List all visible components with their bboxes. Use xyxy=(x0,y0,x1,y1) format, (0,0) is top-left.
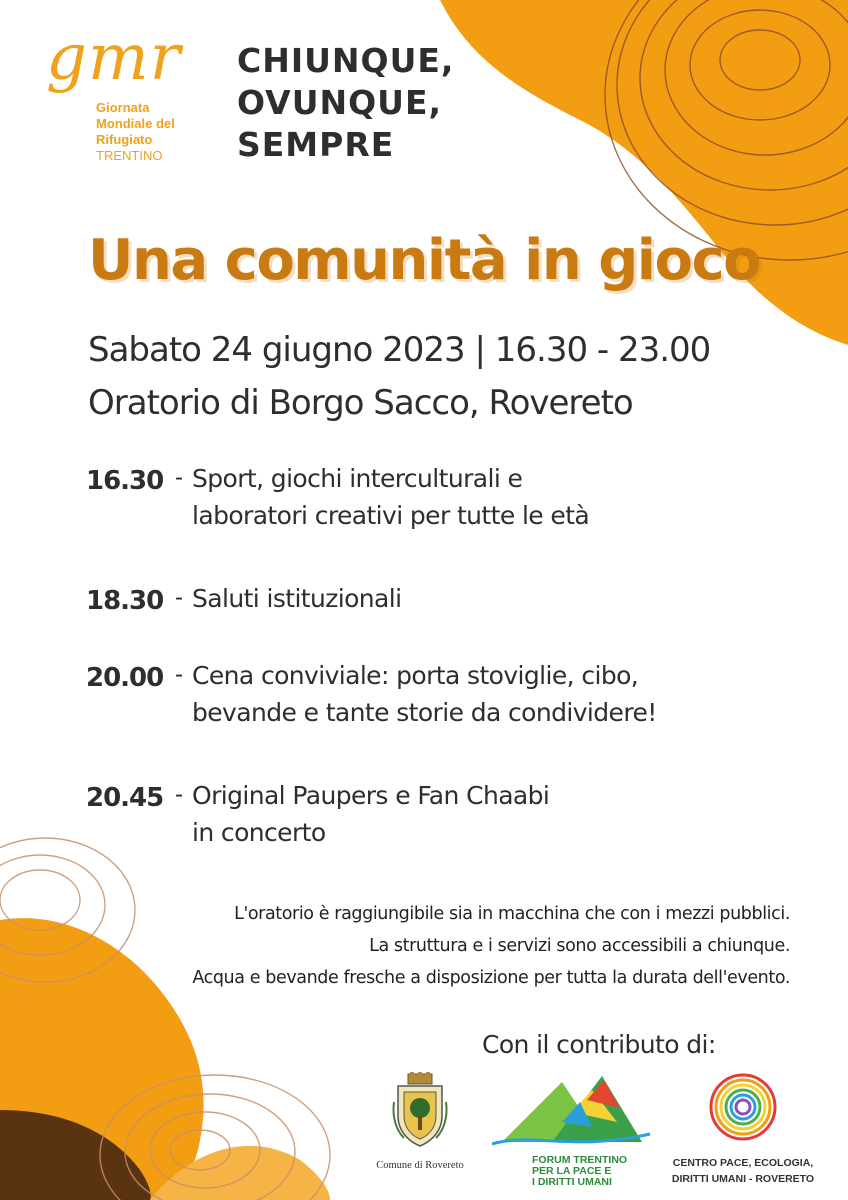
rovereto-crest-icon xyxy=(390,1072,450,1148)
program-description xyxy=(192,460,589,534)
rainbow-circles-icon xyxy=(708,1072,778,1142)
info-line: L'oratorio è raggiungibile sia in macchina che con i mezzi pubblici. xyxy=(234,904,790,924)
sponsor-label-line: FORUM TRENTINO xyxy=(532,1154,628,1166)
program-item xyxy=(86,657,657,731)
logo-line-2: Mondiale del xyxy=(96,116,175,131)
logo-mark: gmr xyxy=(46,21,182,95)
program-line: Cena conviviale: porta stoviglie, cibo, xyxy=(192,661,639,690)
program-dash: - xyxy=(175,464,183,491)
program-description xyxy=(192,580,401,617)
program-description xyxy=(192,657,657,731)
info-line: Acqua e bevande fresche a disposizione per tutta la durata dell'evento. xyxy=(192,968,790,988)
contributors-title: Con il contributo di: xyxy=(482,1030,716,1059)
program-line: laboratori creativi per tutte le età xyxy=(192,501,590,530)
logo-region: TRENTINO xyxy=(96,148,163,163)
forum-mountains-icon xyxy=(492,1072,652,1150)
program-line: Original Paupers e Fan Chaabi xyxy=(192,781,550,810)
program-item xyxy=(86,580,401,617)
sponsor-label xyxy=(668,1155,818,1187)
program-line: bevande e tante storie da condividere! xyxy=(192,698,657,727)
event-date: Sabato 24 giugno 2023 | 16.30 - 23.00 xyxy=(88,330,711,370)
gmr-logo xyxy=(44,21,224,182)
logo-line-1: Giornata xyxy=(96,100,150,115)
program-line: Sport, giochi interculturali e xyxy=(192,464,523,493)
sponsor-label-line: PER LA PACE E xyxy=(532,1165,612,1177)
program-item xyxy=(86,460,589,534)
info-notes xyxy=(192,898,790,994)
program-time: 20.45 xyxy=(86,783,164,813)
slogan-line-1: CHIUNQUE, xyxy=(237,41,455,80)
sponsor-label-line: DIRITTI UMANI - ROVERETO xyxy=(671,1173,815,1185)
program-description xyxy=(192,777,549,851)
sponsor-label xyxy=(492,1155,652,1188)
program-time: 20.00 xyxy=(86,663,164,693)
slogan-line-2: OVUNQUE, xyxy=(237,83,443,122)
sponsor-comune-rovereto xyxy=(365,1072,475,1172)
program-time: 16.30 xyxy=(86,466,164,496)
program-line: Saluti istituzionali xyxy=(192,584,402,613)
sponsor-label-line: I DIRITTI UMANI xyxy=(532,1176,612,1188)
program-dash: - xyxy=(175,661,183,688)
logo-line-3: Rifugiato xyxy=(96,132,153,147)
event-place: Oratorio di Borgo Sacco, Rovereto xyxy=(88,383,633,423)
sponsor-forum-trentino xyxy=(492,1072,652,1188)
program-line: in concerto xyxy=(192,818,326,847)
program-item xyxy=(86,777,549,851)
event-title: Una comunità in gioco xyxy=(88,228,761,293)
program-dash: - xyxy=(175,584,183,611)
sponsor-label-line: CENTRO PACE, ECOLOGIA, xyxy=(672,1157,814,1169)
program-time: 18.30 xyxy=(86,586,164,616)
slogan-line-3: SEMPRE xyxy=(237,125,395,164)
program-dash: - xyxy=(175,781,183,808)
slogan xyxy=(237,40,454,166)
info-line: La struttura e i servizi sono accessibili a chiunque. xyxy=(369,936,790,956)
sponsor-centro-pace xyxy=(668,1072,818,1187)
sponsor-label: Comune di Rovereto xyxy=(376,1160,464,1171)
logo-text xyxy=(96,100,175,164)
